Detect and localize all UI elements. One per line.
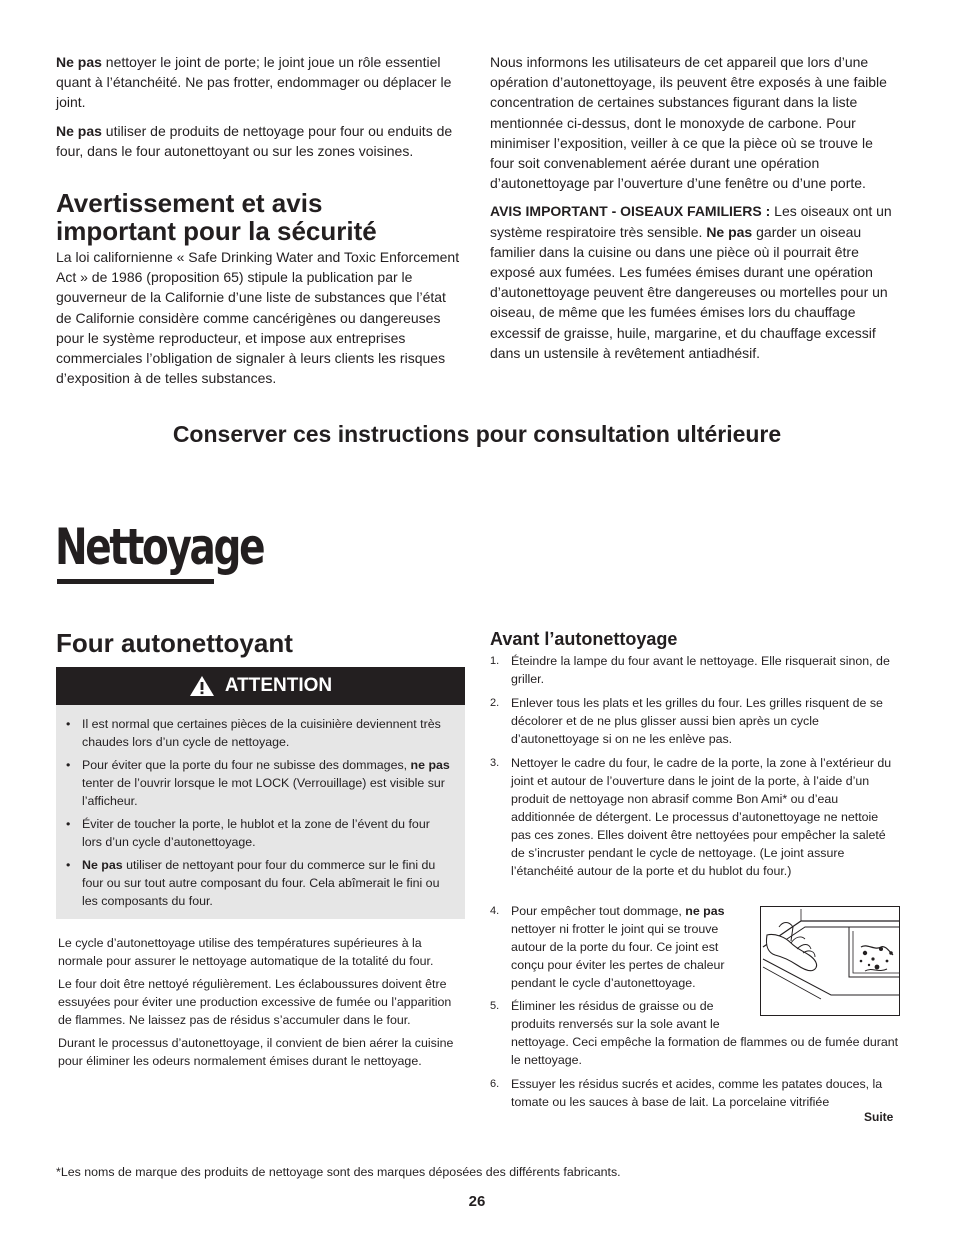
- section-title: Nettoyage: [55, 518, 264, 576]
- warning-triangle-icon: [189, 675, 215, 697]
- oven-cleaner-warning: Ne pas utiliser de produits de nettoyage pour four ou enduits de four, dans le four autonettoyant ou sur les zones voisines.: [56, 122, 453, 159]
- oven-frame-illustration: [760, 906, 900, 1016]
- step-item: 2. Enlever tous les plats et les grilles du four. Les grilles risquent de se décolorer et de ne plus glisser aussi bien après un cycle d’autonettoyage si on ne les enlève pas.: [490, 696, 883, 746]
- before-self-clean-heading: Avant l’autonettoyage: [490, 629, 678, 649]
- keep-instructions-heading: Conserver ces instructions pour consultation ultérieure: [172, 421, 782, 447]
- door-gasket-warning: Ne pas nettoyer le joint de porte; le joint joue un rôle essentiel quant à l’étanchéité. Ne pas frotter, endommager ou déplacer le joint.: [56, 54, 452, 111]
- attention-box: [56, 667, 465, 919]
- prop65-paragraph: La loi californienne « Safe Drinking Water and Toxic Enforcement Act » de 1986 (proposition 65) stipule la publication par le gouverneur de la Californie d’une liste de substances que l’état de Californie considère comme cancérigènes ou dangereuses pour le système reproducteur, et impose aux entreprises commerciales l’obligation de signaler à leurs clients les risques d’exposition à de telles substances.: [56, 249, 460, 387]
- continued-label: Suite: [864, 1110, 894, 1124]
- attention-item: • Éviter de toucher la porte, le hublot et la zone de l’évent du four lors d’un cycle d’autonettoyage.: [82, 815, 451, 851]
- before-steps: [490, 652, 900, 886]
- self-clean-paragraphs: Le cycle d’autonettoyage utilise des températures supérieures à la normale pour assurer le nettoyage automatique de la totalité du four. Le four doit être nettoyé régulièrement. Les éclaboussures doivent être essuyées pour éviter une production excessive de fumée ou l’apparition de flammes. Ne laissez pas de résidus s’accumuler dans le four. Durant le processus d’autonettoyage, il convient de bien aérer la cuisine pour éliminer les odeurs normalement émises durant le nettoyage.: [58, 936, 454, 1068]
- pet-birds-paragraph: AVIS IMPORTANT - OISEAUX FAMILIERS : Les oiseaux ont un système respiratoire très sensible. Ne pas garder un oiseau familier dans la cuisine ou dans une pièce où il pourrait être exposé aux fumées. Les fumées émises durant une opération d’autonettoyage peuvent être dangereuses ou mortelles pour un oiseau, de même que les fumées émises lors du chauffage excessif de graisse, huile, margarine, et du chauffage excessif dans un ustensile à revêtement antiadhésif.: [490, 203, 892, 361]
- footnote: *Les noms de marque des produits de nettoyage sont des marques déposées des différents fabricants.: [56, 1165, 621, 1179]
- attention-list: [56, 705, 465, 910]
- step-item: 3. Nettoyer le cadre du four, le cadre de la porte, la zone à l’extérieur du joint et autour de l’ouverture dans le joint de la porte, à l’aide d’un produit de nettoyage non abrasif comme Bon Ami* ou d’eau additionnée de détergent. Le processus d’autonettoyage ne nettoie pas ces zones. Elles doivent être nettoyées pour empêcher la saleté de s’incruster pendant le cycle de nettoyage. (Le joint assure l’étanchéité autour de la porte et du hublot du four.): [490, 756, 892, 878]
- step-item: 6. Essuyer les résidus sucrés et acides, comme les patates douces, la tomate ou les sauces à base de lait. La porcelaine vitrifiée: [490, 1077, 883, 1109]
- attention-item: • Ne pas utiliser de nettoyant pour four du commerce sur le fini du four ou sur tout autre composant du four. Cela abîmerait le fini ou les composants du four.: [82, 856, 451, 910]
- attention-bar: ATTENTION: [56, 667, 465, 705]
- step-item: 4. Pour empêcher tout dommage, ne pas nettoyer ni frotter le joint qui se trouve autour de la porte du four. Ce joint est conçu pour éviter les pertes de chaleur pendant le cycle d’autonettoyage.: [490, 904, 725, 990]
- before-steps-wrapped: [490, 902, 748, 998]
- hand-wiping-oven-icon: [761, 907, 899, 1015]
- self-clean-heading: Four autonettoyant: [56, 628, 293, 658]
- left-column-top: [56, 52, 466, 161]
- step-item: 1. Éteindre la lampe du four avant le nettoyage. Elle risquerait sinon, de griller.: [490, 654, 890, 686]
- attention-item: • Il est normal que certaines pièces de la cuisinière deviennent très chaudes lors d’un cycle de nettoyage.: [82, 715, 451, 751]
- right-column-top: [490, 52, 900, 363]
- step-item: 5. Éliminer les résidus de graisse ou de produits renversés sur la sole avant le nettoyage. Ceci empêche la formation de flammes ou de fumée durant le nettoyage.: [490, 999, 899, 1067]
- attention-item: • Pour éviter que la porte du four ne subisse des dommages, ne pas tenter de l’ouvrir lorsque le mot LOCK (Verrouillage) est visible sur l’afficheur.: [82, 756, 451, 810]
- page-number: 26: [468, 1193, 486, 1210]
- safety-heading: Avertissement et avis important pour la sécurité: [56, 188, 377, 246]
- exposure-paragraph: Nous informons les utilisateurs de cet appareil que lors d’une opération d’autonettoyage, ils peuvent être exposés à une faible concentration de certaines substances figurant dans la liste mentionnée ci-dessus, dont le monoxyde de carbone. Pour minimiser l’exposition, veiller à ce que la pièce où se trouve le four soit convenablement aérée durant une opération d’autonettoyage par l’ouverture d’une fenêtre ou d’une porte.: [490, 54, 887, 192]
- title-underline: [57, 579, 214, 584]
